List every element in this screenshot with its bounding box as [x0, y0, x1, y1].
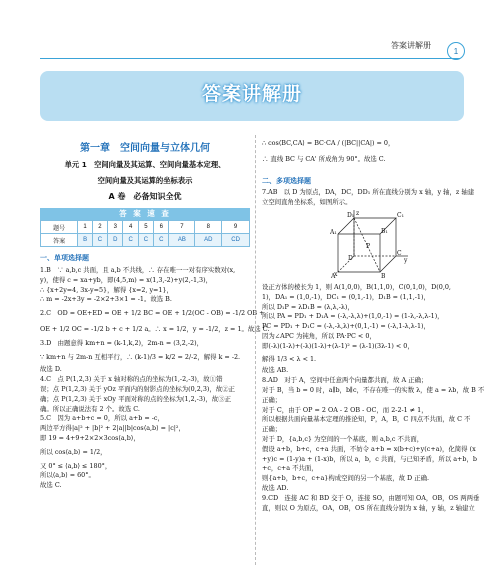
text-line: +c，c+a 不共面，: [262, 464, 318, 473]
text-line: 故选 AD.: [262, 483, 289, 492]
question-number: 5: [138, 221, 153, 234]
unit-title-line2: 空间向量及其运算的坐标表示: [97, 176, 193, 185]
text-line: ∵ km+n 与 2m-n 互相平行，∴ (k-1)/3 = k/2 = 2/-2，解得 k = -2.: [40, 352, 241, 361]
text-line: 立空间直角坐标系，如图所示。: [262, 197, 352, 206]
answer-cell: CD: [222, 234, 250, 247]
text-line: 对于 D，{a,b,c} 为空间的一个基底，则 a,b,c 不共面，: [262, 434, 424, 443]
text-line: 误；点 P(1,2,3) 关于 yOz 平面内的射影点的坐标为(0,2,3)，故②正: [40, 384, 235, 393]
text-line: 直，则以 O 为原点，OA，OB，OS 所在直线分别为 x 轴，y 轴，z 轴建立: [262, 503, 475, 512]
label-z: z: [356, 210, 360, 217]
text-line: ∴ 直线 BC 与 CA' 所成角为 90°。故选 C.: [262, 154, 386, 163]
label-B: B: [381, 273, 386, 280]
question-number: 9: [222, 221, 250, 234]
unit-title-line1: 单元 1 空间向量及其运算、空间向量基本定理、: [64, 160, 226, 169]
answer-cell: C: [138, 234, 153, 247]
label-B1: B₁: [381, 228, 388, 235]
text-line: 又 0° ≤ ⟨a,b⟩ ≤ 180°，: [40, 461, 112, 470]
question-number: 2: [92, 221, 107, 234]
right-answer-q7-intro: [262, 188, 475, 208]
answer-cell: C: [123, 234, 138, 247]
text-line: 所以 D₁P = λD₁B = (λ,λ,-λ)，: [262, 302, 354, 311]
text-line: 确；点 P(1,2,3) 关于 xOy 平面对称的点的坐标为(1,2,-3)，故③正: [40, 394, 231, 403]
text-line: 故选 D.: [40, 365, 62, 374]
column-divider: [255, 135, 256, 565]
answer-cell: B: [78, 234, 92, 247]
text-line: 所以⟨a,b⟩ = 60°。: [40, 471, 95, 480]
section-single-choice: 一、单项选择题: [40, 254, 89, 262]
label-D: D: [348, 255, 353, 262]
text-line: +y)c = (1-y)a + (1-x)b，所以 a，b，c 共面，与已知矛盾，所以 a+b，b: [262, 454, 477, 463]
label-C1: C₁: [397, 212, 404, 219]
right-answer-top: [262, 139, 464, 165]
label-x: x: [334, 271, 338, 278]
answer-cell: C: [92, 234, 107, 247]
text-line: 因为∠APC 为钝角，所以 PA·PC < 0，: [262, 331, 376, 340]
text-line: ∴ {x+2y=4, 3x-y=5}，解得 {x=2, y=1}，: [40, 285, 173, 294]
left-answer-body: [40, 266, 270, 491]
question-number: 6: [154, 221, 169, 234]
text-line: 故选 AB.: [262, 366, 289, 375]
answer-cell: C: [154, 234, 169, 247]
text-line: 9.CD 连接 AC 和 BD 交于 O，连接 SO，由题可知 OA，OB，OS 两两垂: [262, 493, 480, 502]
text-line: 4.C 点 P(1,2,3) 关于 x 轴对称的点的坐标为(1,-2,-3)，故①错: [40, 375, 223, 384]
label-A1: A₁: [330, 229, 337, 236]
text-line: 即 19 = 4+9+2×2×3cos⟨a,b⟩，: [40, 433, 140, 442]
label-P: P: [366, 243, 371, 250]
text-line: 7.AB 以 D 为原点，DA，DC，DD₁ 所在直线分别为 x 轴，y 轴，z 轴建: [262, 188, 475, 196]
text-line: 1)，DA₁ = (1,0,-1)，DC₁ = (0,1,-1)，D₁B = (1,1,-1)，: [262, 292, 430, 301]
text-line: 1.B ∵ a,b,c 共面，且 a,b 不共线，∴ 存在唯一一对有序实数对(x,: [40, 266, 236, 274]
text-line: 假设 a+b，b+c，c+a 共面，不妨令 a+b = x(b+c)+y(c+a)，化简得 (x: [262, 444, 476, 453]
question-number: 1: [78, 221, 92, 234]
page-number: 1: [447, 42, 465, 60]
answer-table: [40, 220, 250, 247]
text-line: 两边平方得|a|² + |b|² + 2|a||b|cos⟨a,b⟩ = |c|²，: [40, 424, 185, 433]
text-line: 2.C OD = OE+ED = OE + 1/2 BC = OE + 1/2(OC - OB) = -1/2 OB +: [40, 309, 265, 318]
text-line: 所以 PA = PD₁ + D₁A = (-λ,-λ,λ)+(1,0,-1) = (1-λ,-λ,λ-1)，: [262, 312, 444, 321]
question-number: 3: [108, 221, 123, 234]
volume-title: A 卷 必备知识全优: [108, 192, 182, 201]
label-y: y: [404, 257, 408, 264]
text-line: 正确；: [262, 425, 282, 434]
question-number: 7: [169, 221, 195, 234]
text-line: 即(-λ)(1-λ)+(-λ)(1-λ)+(λ-1)² = (λ-1)(3λ-1) < 0，: [262, 341, 414, 350]
text-line: OE + 1/2 OC = -1/2 b + c + 1/2 a。∴ x = 1/2，y = -1/2，z = 1。故选 C.: [40, 324, 270, 333]
answer-quick-check-title: 答 案 速 查: [40, 208, 250, 220]
text-line: 正确；: [262, 395, 282, 404]
text-line: 解得 1/3 < λ < 1.: [262, 354, 317, 363]
right-answer-body: [262, 283, 485, 513]
text-line: ∴ m = -2x+3y = -2×2+3×1 = -1。故选 B.: [40, 295, 172, 304]
question-number-row: [41, 221, 250, 234]
text-line: PC = PD₁ + D₁C = (-λ,-λ,λ)+(0,1,-1) = (-λ,1-λ,λ-1)，: [262, 322, 430, 331]
question-header: 题号: [41, 221, 78, 234]
cube-figure: [330, 210, 410, 280]
label-D1: D₁: [347, 212, 355, 219]
text-line: ∴ cos⟨BC,CA⟩ = BC·CA / (|BC||CA|) = 0，: [262, 139, 395, 147]
text-line: y)，使得 c = xa+yb，即(4,5,m) = x(1,3,-2)+y(2,-1,3)，: [40, 275, 212, 284]
text-line: 所以根据共面向量基本定理的推论知，P，A，B，C 四点不共面，故 C 不: [262, 415, 471, 424]
label-C: C: [397, 250, 402, 257]
answer-cell: AB: [169, 234, 195, 247]
text-line: 所以 cos⟨a,b⟩ = 1/2，: [40, 447, 107, 456]
question-number: 8: [195, 221, 222, 234]
answer-cell: D: [108, 234, 123, 247]
header-label: 答案讲解册: [391, 41, 431, 50]
answer-cell: AD: [195, 234, 222, 247]
text-line: 对于 C，由于 OP = 2 OA - 2 OB - OC，而 2-2-1 ≠ 1，: [262, 405, 428, 414]
text-line: 对于 B，当 b = 0 时，a∥b，b∥c，不存在唯一的实数 λ，使 a = λb，故 B 不: [262, 385, 485, 394]
text-line: 确。所以正确说法有 2 个。故选 C.: [40, 404, 140, 413]
label-A: A: [331, 273, 336, 280]
answer-header: 答案: [41, 234, 78, 247]
chapter-title: 第一章 空间向量与立体几何: [80, 143, 210, 154]
text-line: 则{a+b，b+c，c+a}构成空间的另一个基底，故 D 正确.: [262, 474, 430, 483]
question-number: 4: [123, 221, 138, 234]
banner-title: 答案讲解册: [201, 83, 302, 105]
section-multi-choice: 二、多项选择题: [262, 177, 311, 185]
text-line: 5.C 因为 a+b+c = 0，所以 a+b = -c，: [40, 414, 164, 423]
text-line: 3.D 由题意得 km+n = (k-1,k,2)，2m-n = (3,2,-2)，: [40, 338, 204, 347]
text-line: 设正方体的棱长为 1，则 A(1,0,0)，B(1,1,0)，C(0,1,0)，D(0,0,: [262, 283, 451, 291]
header-divider: [40, 58, 460, 59]
answer-row: [41, 234, 250, 247]
text-line: 8.AD 对于 A，空间中任意两个向量都共面，故 A 正确；: [262, 376, 428, 385]
text-line: 故选 C.: [40, 481, 62, 490]
